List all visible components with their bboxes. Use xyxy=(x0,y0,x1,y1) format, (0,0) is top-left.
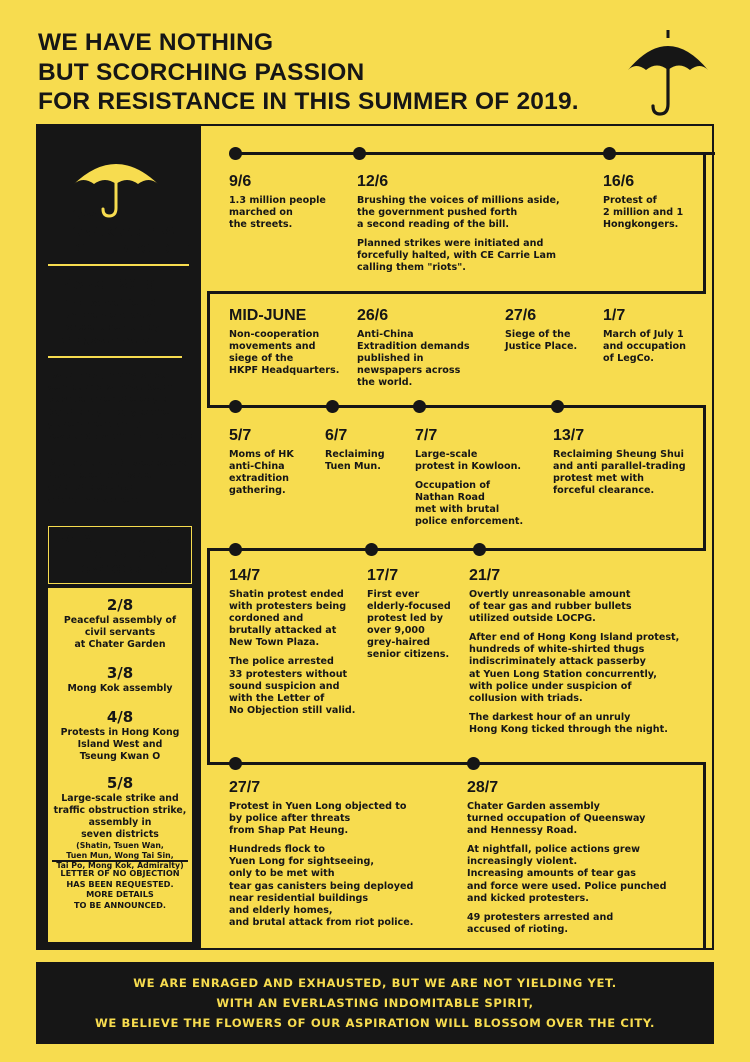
timeline-event: MID-JUNE Non-cooperation movements and siege of the HKPF Headquarters. xyxy=(229,307,340,377)
timeline-event: 21/7 Overtly unreasonable amount of tear gas and rubber bullets utilized outside LOCPG. After end of Hong Kong Island protest, hundreds of white-shirted thugs indiscriminately attack passerby at Yuen Long Station concurrently, with police under suspicion of collusion with triads. The darkest hour of an unruly Hong Kong ticked through the night. xyxy=(469,567,680,735)
timeline-line xyxy=(703,762,706,948)
timeline-event: 28/7 Chater Garden assembly turned occupation of Queensway and Hennessy Road. At nightfall, police actions grew increasingly violent. Increasing amounts of tear gas and force were used. Police punched and kicked protesters. 49 protesters arrested and accused of rioting. xyxy=(467,779,667,935)
sidebar-month: MARCH 2019 xyxy=(61,278,156,293)
sidebar-arrests-text: More than 170 protesters have been arrested over the course of the movement. xyxy=(48,458,187,506)
future-event: 5/8 Large-scale strike and traffic obstruction strike, assembly in seven districts (Shatin, Tsuen Wan, Tuen Mun, Wong Tai Sin, Tai Po, Mong Kok, Admiralty) xyxy=(53,774,187,870)
timeline-line xyxy=(207,291,706,294)
timeline-line xyxy=(207,548,706,551)
timeline-event: 16/6 Protest of 2 million and 1 Hongkongers. xyxy=(603,173,684,231)
timeline-event: 27/7 Protest in Yuen Long objected to by police after threats from Shap Pat Heung. Hundreds flock to Yuen Long for sightseeing, only to be met with tear gas canisters being deployed near residential buildings and elderly homes, and brutal attack from riot police. xyxy=(229,779,414,928)
divider xyxy=(48,264,189,266)
timeline-event: 12/6 Brushing the voices of millions aside, the government pushed forth a second reading of the bill. Planned strikes were initiated and forcefully halted, with CE Carrie Lam calling them "riots". xyxy=(357,173,560,274)
timeline-dot xyxy=(473,543,486,556)
timeline-event: 7/7 Large-scale protest in Kowloon. Occupation of Nathan Road met with brutal police enforcement. xyxy=(415,427,524,528)
timeline-dot xyxy=(353,147,366,160)
timeline-line xyxy=(703,152,706,294)
sidebar-bill-text: The Extradition Bill Amendment was forced upon us by the government. xyxy=(62,298,166,346)
timeline-line xyxy=(703,405,706,550)
timeline-dot xyxy=(229,543,242,556)
footer-line: WE ARE ENRAGED AND EXHAUSTED, BUT WE ARE NOT YIELDING YET. xyxy=(133,976,617,990)
divider xyxy=(52,860,188,862)
footer-line: WITH AN EVERLASTING INDOMITABLE SPIRIT, xyxy=(216,996,534,1010)
sidebar-indifference-text: As of now, many of our compatriots have been pushed over the edge by the regime, yet the government only responds with indifference. xyxy=(48,370,197,443)
headline-line: FOR RESISTANCE IN THIS SUMMER OF 2019. xyxy=(38,88,579,115)
timeline-event: 17/7 First ever elderly-focused protest led by over 9,000 grey-haired senior citizens. xyxy=(367,567,451,661)
timeline-line xyxy=(237,152,715,155)
timeline-dot xyxy=(603,147,616,160)
timeline-dot xyxy=(229,147,242,160)
umbrella-icon xyxy=(626,26,710,118)
poster-headline xyxy=(38,28,638,117)
timeline-event: 9/6 1.3 million people marched on the streets. xyxy=(229,173,326,231)
timeline-dot xyxy=(326,400,339,413)
sidebar-title: HOW HONGKONGERS' FIGHT UNFOLDED xyxy=(61,207,191,256)
letter-of-no-objection-note: LETTER OF NO OBJECTION HAS BEEN REQUESTED. MORE DETAILS TO BE ANNOUNCED. xyxy=(60,868,180,910)
timeline-line xyxy=(207,548,210,764)
future-event: 2/8 Peaceful assembly of civil servants at Chater Garden xyxy=(63,596,177,650)
timeline-event: 27/6 Siege of the Justice Place. xyxy=(505,307,578,353)
future-event: 4/8 Protests in Hong Kong Island West and Tseung Kwan O xyxy=(60,708,180,762)
timeline-line xyxy=(207,405,706,408)
timeline-event: 6/7 Reclaiming Tuen Mun. xyxy=(325,427,385,473)
future-events-panel xyxy=(48,588,192,942)
timeline-dot xyxy=(229,400,242,413)
timeline-event: 13/7 Reclaiming Sheung Shui and anti parallel-trading protest met with forceful clearance. xyxy=(553,427,686,497)
timeline-dot xyxy=(229,757,242,770)
footer-line: WE BELIEVE THE FLOWERS OF OUR ASPIRATION WILL BLOSSOM OVER THE CITY. xyxy=(95,1016,655,1030)
divider xyxy=(48,356,182,358)
timeline-dot xyxy=(413,400,426,413)
timeline-line xyxy=(207,762,706,765)
headline-line: WE HAVE NOTHING xyxy=(38,29,274,56)
future-event: 3/8 Mong Kok assembly xyxy=(67,664,173,694)
timeline-dot xyxy=(467,757,480,770)
timeline-line xyxy=(207,291,210,407)
timeline-dot xyxy=(551,400,564,413)
headline-line: BUT SCORCHING PASSION xyxy=(38,58,365,86)
timeline xyxy=(207,124,714,950)
timeline-event: 1/7 March of July 1 and occupation of LegCo. xyxy=(603,307,686,365)
timeline-event: 26/6 Anti-China Extradition demands published in newspapers across the world. xyxy=(357,307,470,389)
future-title-box: WHAT THE FUTURE HOLDS FOR HONGKONGERS xyxy=(48,526,192,584)
timeline-event: 14/7 Shatin protest ended with protesters being cordoned and brutally attacked at New Town Plaza. The police arrested 33 protesters without sound suspicion and with the Letter of No Objection still valid. xyxy=(229,567,356,716)
footer-banner xyxy=(36,962,714,1044)
timeline-event: 5/7 Moms of HK anti-China extradition gathering. xyxy=(229,427,294,497)
timeline-dot xyxy=(365,543,378,556)
